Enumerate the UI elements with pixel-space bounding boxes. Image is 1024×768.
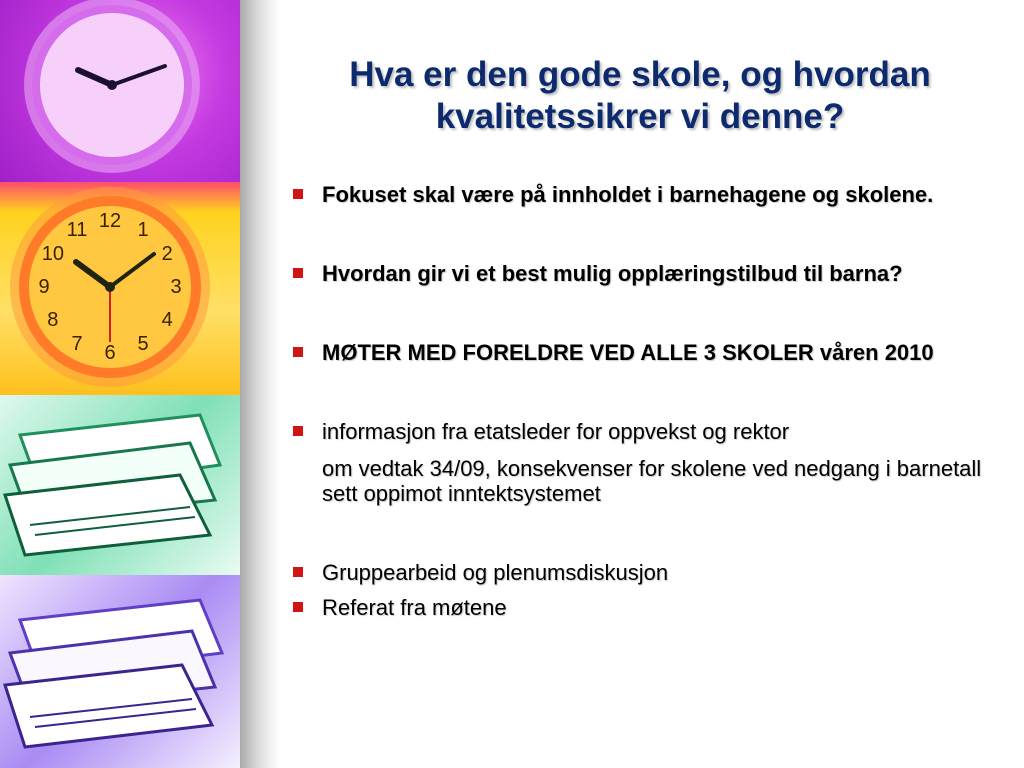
clock-numeral: 6 <box>104 342 116 364</box>
bullet-item <box>290 595 990 620</box>
clock-numeral: 8 <box>47 309 59 331</box>
bullet-text: Fokuset skal være på innholdet i barnehagene og skolene. <box>322 182 934 207</box>
slide-title <box>290 54 990 138</box>
bullet-text: MØTER MED FORELDRE VED ALLE 3 SKOLER våren 2010 <box>322 340 934 365</box>
bullet-item <box>290 261 990 286</box>
decorative-image-strip <box>0 0 240 768</box>
bullet-square-icon <box>293 189 303 199</box>
clock-numeral: 12 <box>98 210 122 232</box>
strip-shadow <box>240 0 280 768</box>
bullet-item <box>290 419 990 506</box>
bullet-square-icon <box>293 426 303 436</box>
clock-numeral: 10 <box>41 243 64 265</box>
clock-numeral: 11 <box>66 218 88 241</box>
bullet-continuation-text: om vedtak 34/09, konsekvenser for skolene ved nedgang i barnetall sett oppimot inntektsystemet <box>322 456 982 506</box>
clock-numeral: 9 <box>38 276 50 298</box>
bullet-text: Hvordan gir vi et best mulig opplæringstilbud til barna? <box>322 261 903 286</box>
clock-numeral: 4 <box>161 309 173 331</box>
bullet-item <box>290 560 990 585</box>
clock-numeral: 5 <box>137 333 149 356</box>
bullet-item <box>290 182 990 207</box>
bullet-text: informasjon fra etatsleder for oppvekst og rektor <box>322 419 790 444</box>
clock-numeral: 7 <box>71 333 83 356</box>
clock-numeral: 3 <box>170 276 182 298</box>
bullet-square-icon <box>293 567 303 577</box>
bullet-text: Gruppearbeid og plenumsdiskusjon <box>322 560 669 585</box>
bullet-item <box>290 340 990 365</box>
orange-clock-image <box>0 182 240 395</box>
lavender-papers-image <box>0 575 240 768</box>
purple-clock-image <box>0 0 240 182</box>
bullet-list <box>290 182 990 620</box>
bullet-text: Referat fra møtene <box>322 595 507 620</box>
bullet-square-icon <box>293 347 303 357</box>
title-line-2: kvalitetssikrer vi denne? <box>435 97 845 136</box>
clock-numeral: 2 <box>161 243 173 265</box>
bullet-square-icon <box>293 268 303 278</box>
clock-numeral: 1 <box>137 218 149 241</box>
title-line-1: Hva er den gode skole, og hvordan <box>349 55 931 94</box>
bullet-square-icon <box>293 602 303 612</box>
green-papers-image <box>0 395 240 575</box>
